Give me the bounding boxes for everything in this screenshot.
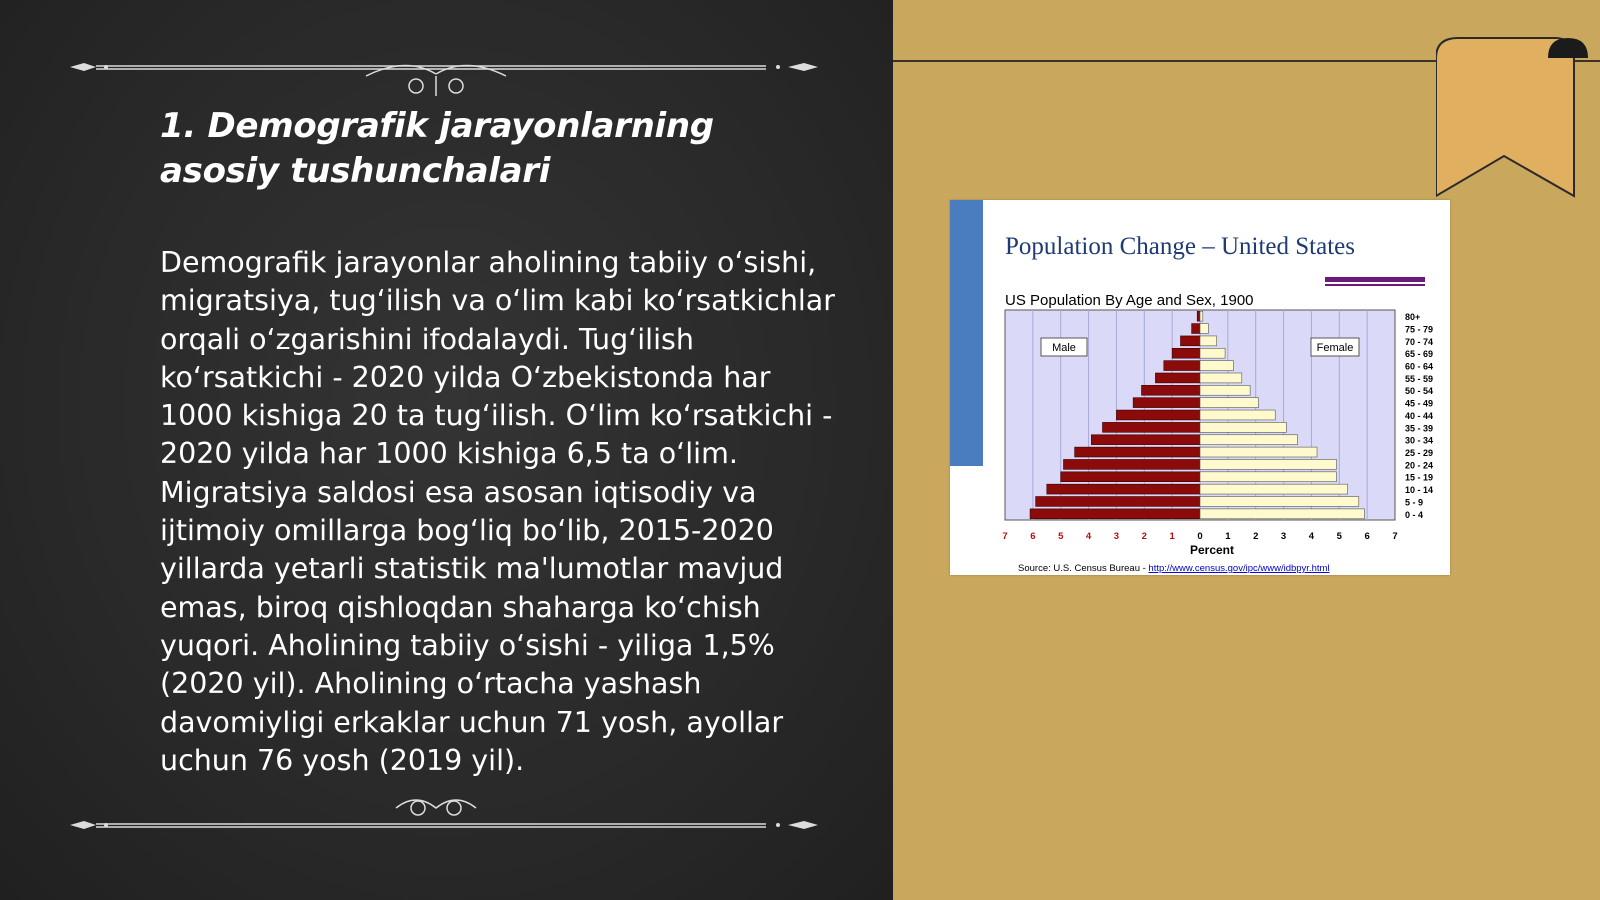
x-tick-label: 3 bbox=[1280, 531, 1287, 542]
bar-female-50-54 bbox=[1200, 385, 1250, 395]
age-group-label: 30 - 34 bbox=[1405, 435, 1434, 446]
x-tick-label: 7 bbox=[1002, 531, 1008, 542]
age-group-label: 10 - 14 bbox=[1405, 485, 1434, 496]
bar-male-10-14 bbox=[1047, 484, 1200, 494]
source-label: Source: U.S. Census Bureau - bbox=[1018, 563, 1149, 574]
blue-side-bar bbox=[950, 200, 983, 466]
bar-female-15-19 bbox=[1200, 472, 1337, 482]
x-tick-label: 3 bbox=[1113, 531, 1120, 542]
x-tick-label: 4 bbox=[1085, 531, 1092, 542]
bar-male-35-39 bbox=[1103, 422, 1201, 432]
bar-male-30-34 bbox=[1091, 435, 1200, 445]
bar-female-5-9 bbox=[1200, 497, 1359, 507]
bar-female-75-79 bbox=[1200, 324, 1208, 334]
bar-male-0-4 bbox=[1030, 509, 1200, 519]
x-tick-label: 5 bbox=[1336, 531, 1342, 542]
slide-title: 1. Demografik jarayonlarning asosiy tushunchalari bbox=[160, 106, 714, 191]
x-tick-label: 4 bbox=[1308, 531, 1315, 542]
x-tick-label: 0 bbox=[1197, 531, 1203, 542]
bar-male-20-24 bbox=[1064, 459, 1201, 469]
age-group-label: 15 - 19 bbox=[1405, 472, 1434, 483]
legend-label-male: Male bbox=[1052, 342, 1076, 354]
age-group-label: 35 - 39 bbox=[1405, 423, 1434, 434]
age-group-label: 70 - 74 bbox=[1405, 336, 1434, 347]
bar-male-5-9 bbox=[1036, 497, 1200, 507]
x-tick-label: 1 bbox=[1169, 531, 1175, 542]
bar-male-50-54 bbox=[1142, 385, 1201, 395]
population-chart-image bbox=[950, 200, 1450, 575]
bar-female-60-64 bbox=[1200, 361, 1233, 371]
bar-female-25-29 bbox=[1200, 447, 1317, 457]
source-link[interactable]: http://www.census.gov/ipc/www/idbpyr.html bbox=[1148, 563, 1330, 574]
title-accent-line-thin bbox=[1325, 284, 1425, 286]
age-group-label: 5 - 9 bbox=[1405, 497, 1424, 508]
population-pyramid-chart bbox=[950, 200, 1450, 575]
bar-female-70-74 bbox=[1200, 336, 1217, 346]
x-tick-label: 1 bbox=[1225, 531, 1231, 542]
bar-male-75-79 bbox=[1192, 324, 1200, 334]
age-group-label: 25 - 29 bbox=[1405, 448, 1434, 458]
age-group-label: 75 - 79 bbox=[1405, 324, 1434, 335]
bar-male-15-19 bbox=[1061, 472, 1200, 482]
x-tick-label: 7 bbox=[1392, 531, 1398, 542]
age-group-label: 50 - 54 bbox=[1405, 386, 1434, 397]
title-accent-line bbox=[1325, 277, 1425, 282]
age-group-label: 20 - 24 bbox=[1405, 460, 1434, 471]
age-group-label: 55 - 59 bbox=[1405, 373, 1434, 384]
x-tick-label: 6 bbox=[1364, 531, 1370, 542]
chart-title: Population Change – United States bbox=[1005, 233, 1355, 260]
bar-female-30-34 bbox=[1200, 435, 1298, 445]
bar-male-25-29 bbox=[1075, 447, 1200, 457]
bar-female-35-39 bbox=[1200, 422, 1286, 432]
bottom-ornament bbox=[66, 780, 826, 840]
age-group-label: 60 - 64 bbox=[1405, 361, 1434, 372]
bar-male-40-44 bbox=[1116, 410, 1200, 420]
bar-female-40-44 bbox=[1200, 410, 1275, 420]
age-group-label: 0 - 4 bbox=[1405, 509, 1424, 520]
bar-male-55-59 bbox=[1155, 373, 1200, 383]
bar-female-10-14 bbox=[1200, 484, 1348, 494]
bar-male-65-69 bbox=[1172, 348, 1200, 358]
x-tick-label: 5 bbox=[1058, 531, 1064, 542]
bar-male-45-49 bbox=[1133, 398, 1200, 408]
source-note bbox=[1018, 563, 1330, 574]
chart-subtitle: US Population By Age and Sex, 1900 bbox=[1005, 292, 1254, 309]
age-group-label: 80+ bbox=[1405, 312, 1421, 323]
bookmark-ribbon-icon bbox=[1436, 36, 1596, 202]
x-tick-label: 2 bbox=[1141, 531, 1147, 542]
x-tick-label: 2 bbox=[1253, 531, 1259, 542]
bar-female-55-59 bbox=[1200, 373, 1242, 383]
bar-female-45-49 bbox=[1200, 398, 1259, 408]
bar-male-80+ bbox=[1197, 311, 1200, 321]
age-group-label: 45 - 49 bbox=[1405, 398, 1434, 409]
x-axis-label: Percent bbox=[1189, 543, 1235, 557]
bar-female-0-4 bbox=[1200, 509, 1364, 519]
slide-body-text: Demografik jarayonlar aholining tabiiy o‘sishi, migratsiya, tug‘ilish va o‘lim kabi ko‘rsatkichlar orqali o‘zgarishini ifodalaydi. Tug‘ilish ko‘rsatkichi - 2020 yilda O‘zbekistonda har 1000 kishiga 20 ta tug‘ilish. O‘lim ko‘rsatkichi - 2020 yilda har 1000 kishiga 6,5 ta o‘lim. Migratsiya saldosi esa asosan iqtisodiy va ijtimoiy omillarga bog‘liq bo‘lib, 2015-2020 yillarda yetarli statistik ma'lumotlar mavjud emas, biroq qishloqdan shaharga ko‘chish yuqori. Aholining tabiiy o‘sishi - yiliga 1,5% (2020 yil). Aholining o‘rtacha yashash davomiyligi erkaklar uchun 71 yosh, ayollar uchun 76 yosh (2019 yil). bbox=[160, 246, 835, 777]
x-tick-label: 6 bbox=[1030, 531, 1036, 542]
bar-male-60-64 bbox=[1164, 361, 1200, 371]
bar-female-65-69 bbox=[1200, 348, 1225, 358]
age-group-label: 65 - 69 bbox=[1405, 349, 1434, 360]
bar-male-70-74 bbox=[1181, 336, 1201, 346]
bar-female-80+ bbox=[1200, 311, 1203, 321]
top-ornament bbox=[66, 36, 826, 96]
bar-female-20-24 bbox=[1200, 459, 1337, 469]
legend-label-female: Female bbox=[1316, 342, 1354, 354]
age-group-label: 40 - 44 bbox=[1405, 410, 1434, 421]
